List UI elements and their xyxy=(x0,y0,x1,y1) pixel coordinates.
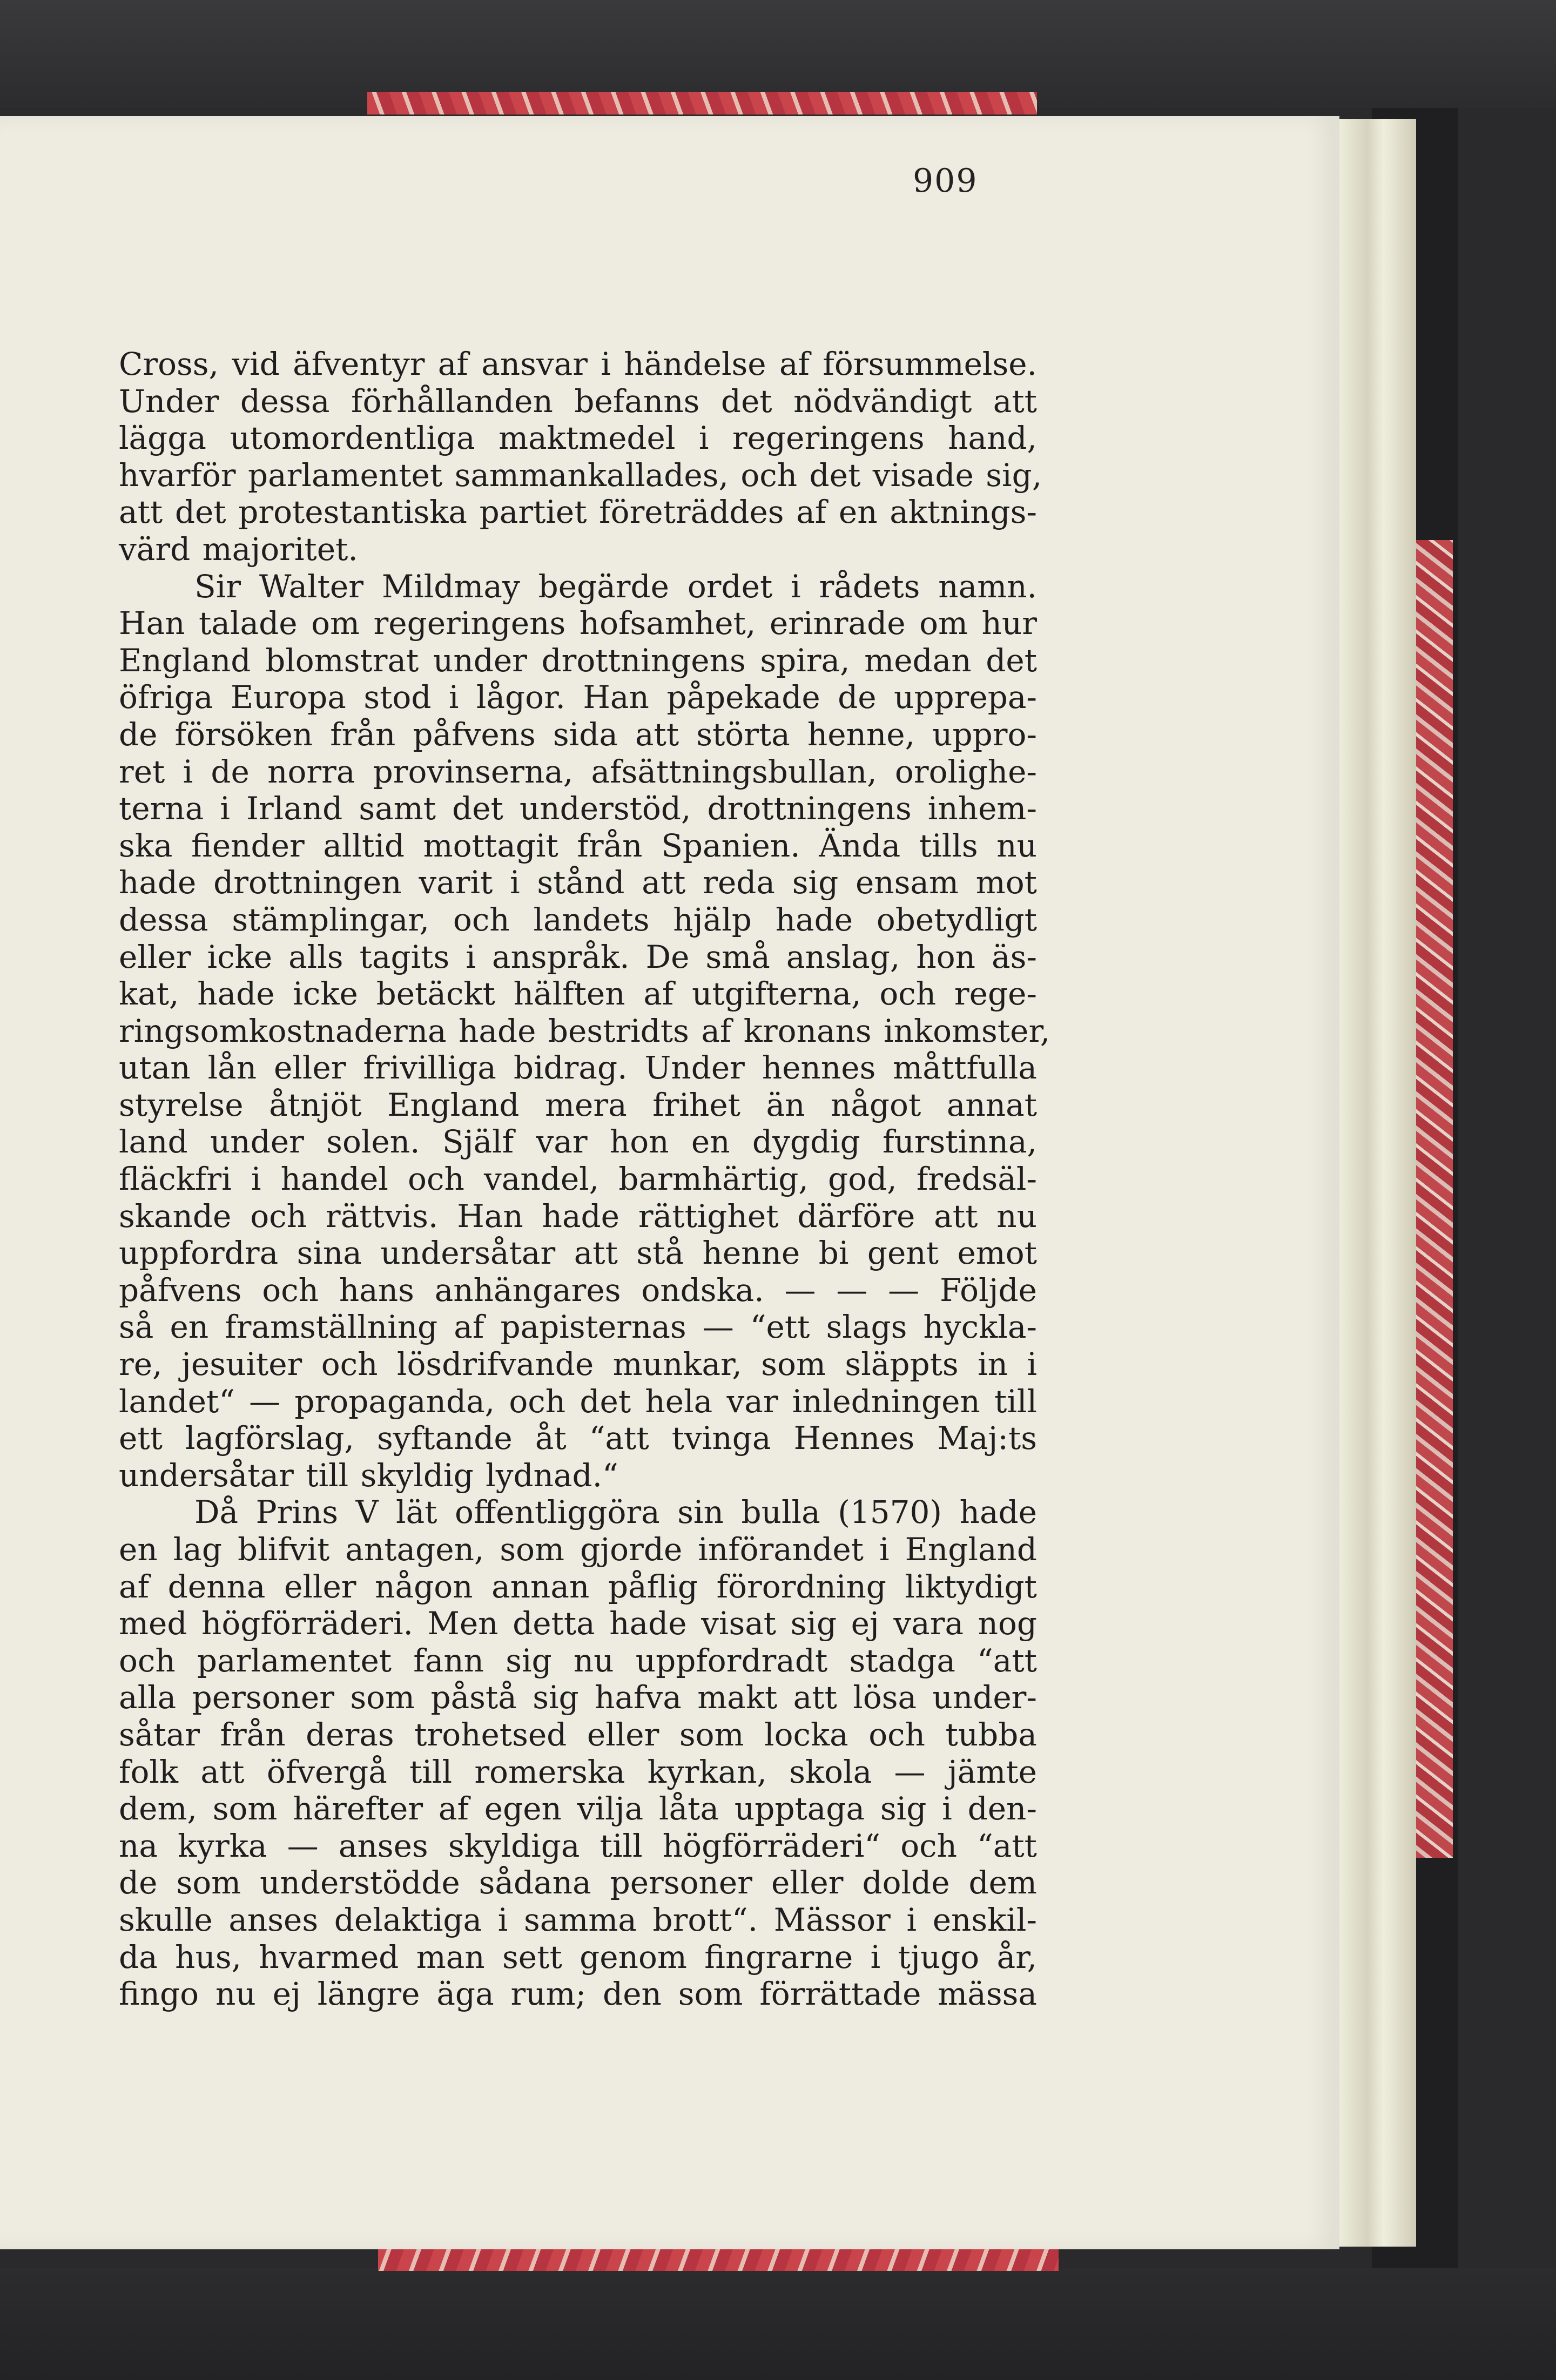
text-line: folk att öfvergå till romerska kyrkan, skola — jämte xyxy=(119,1753,1037,1790)
text-line: re, jesuiter och lösdrifvande munkar, som släppts in i xyxy=(119,1346,1037,1383)
text-line: de försöken från påfvens sida att störta henne, uppro- xyxy=(119,716,1037,753)
text-line: Cross, vid äfventyr af ansvar i händelse af försummelse. xyxy=(119,346,1037,382)
text-line: värd majoritet. xyxy=(119,530,358,568)
text-line: Han talade om regeringens hofsamhet, erinrade om hur xyxy=(119,605,1037,642)
text-line: undersåtar till skyldig lydnad.“ xyxy=(119,1457,618,1494)
page-number: 909 xyxy=(913,162,978,200)
text-line: ringsomkostnaderna hade bestridts af kronans inkomster, xyxy=(119,1012,1050,1049)
text-line: Under dessa förhållanden befanns det nödvändigt att xyxy=(119,382,1037,420)
text-line: utan lån eller frivilliga bidrag. Under hennes måttfulla xyxy=(119,1049,1037,1087)
text-line: uppfordra sina undersåtar att stå henne bi gent emot xyxy=(119,1235,1037,1272)
text-line: eller icke alls tagits i anspråk. De små anslag, hon äs- xyxy=(119,938,1037,975)
text-line: såtar från deras trohetsed eller som locka och tubba xyxy=(119,1716,1037,1753)
text-line: med högförräderi. Men detta hade visat sig ej vara nog xyxy=(119,1605,1037,1642)
text-line: ret i de norra provinserna, afsättningsbullan, orolighe- xyxy=(119,753,1037,790)
text-line: styrelse åtnjöt England mera frihet än något annat xyxy=(119,1086,1037,1123)
text-line: alla personer som påstå sig hafva makt att lösa under- xyxy=(119,1679,1037,1716)
text-line: skulle anses delaktiga i samma brott“. Mässor i enskil- xyxy=(119,1901,1037,1938)
text-line: terna i Irland samt det understöd, drottningens inhem- xyxy=(119,790,1037,827)
text-line: Då Prins V lät offentliggöra sin bulla (1570) hade xyxy=(194,1494,1037,1531)
text-line: så en framställning af papisternas — “ett slags hyckla- xyxy=(119,1309,1037,1346)
body-text xyxy=(119,346,1050,2013)
text-line: en lag blifvit antagen, som gjorde införandet i England xyxy=(119,1531,1037,1568)
text-line: kat, hade icke betäckt hälften af utgifterna, och rege- xyxy=(119,975,1037,1013)
text-line: England blomstrat under drottningens spira, medan det xyxy=(119,642,1037,679)
text-line: lägga utomordentliga maktmedel i regeringens hand, xyxy=(119,420,1037,457)
text-line: land under solen. Själf var hon en dygdig furstinna, xyxy=(119,1123,1037,1161)
text-line: ska fiender alltid mottagit från Spanien. Ända tills nu xyxy=(119,827,1037,864)
text-line: påfvens och hans anhängares ondska. — — — Följde xyxy=(119,1271,1037,1309)
text-line: hvarför parlamentet sammankallades, och det visade sig, xyxy=(119,456,1042,494)
text-line: öfriga Europa stod i lågor. Han påpekade de upprepa- xyxy=(119,679,1037,716)
text-line: af denna eller någon annan påflig förordning liktydigt xyxy=(119,1568,1037,1605)
marbled-cover-edge-top xyxy=(367,92,1037,114)
text-line: att det protestantiska partiet företräddes af en aktnings- xyxy=(119,494,1037,531)
text-line: landet“ — propaganda, och det hela var inledningen till xyxy=(119,1383,1037,1420)
text-line: fläckfri i handel och vandel, barmhärtig, god, fredsäl- xyxy=(119,1161,1037,1198)
text-line: de som understödde sådana personer eller dolde dem xyxy=(119,1864,1037,1902)
text-line: dessa stämplingar, och landets hjälp hade obetydligt xyxy=(119,901,1037,938)
text-line: da hus, hvarmed man sett genom fingrarne i tjugo år, xyxy=(119,1938,1037,1976)
text-line: na kyrka — anses skyldiga till högförräderi“ och “att xyxy=(119,1827,1037,1864)
text-line: hade drottningen varit i stånd att reda sig ensam mot xyxy=(119,864,1037,901)
marbled-cover-edge xyxy=(1410,540,1453,1858)
text-line: och parlamentet fann sig nu uppfordradt stadga “att xyxy=(119,1642,1037,1679)
text-line: dem, som härefter af egen vilja låta upptaga sig i den- xyxy=(119,1790,1037,1828)
text-line: skande och rättvis. Han hade rättighet därföre att nu xyxy=(119,1197,1037,1235)
scan-background-bottom xyxy=(0,2268,1556,2380)
text-line: fingo nu ej längre äga rum; den som förrättade mässa xyxy=(119,1976,1037,2013)
text-line: ett lagförslag, syftande åt “att tvinga Hennes Maj:ts xyxy=(119,1420,1037,1457)
text-line: Sir Walter Mildmay begärde ordet i rådets namn. xyxy=(194,568,1037,605)
